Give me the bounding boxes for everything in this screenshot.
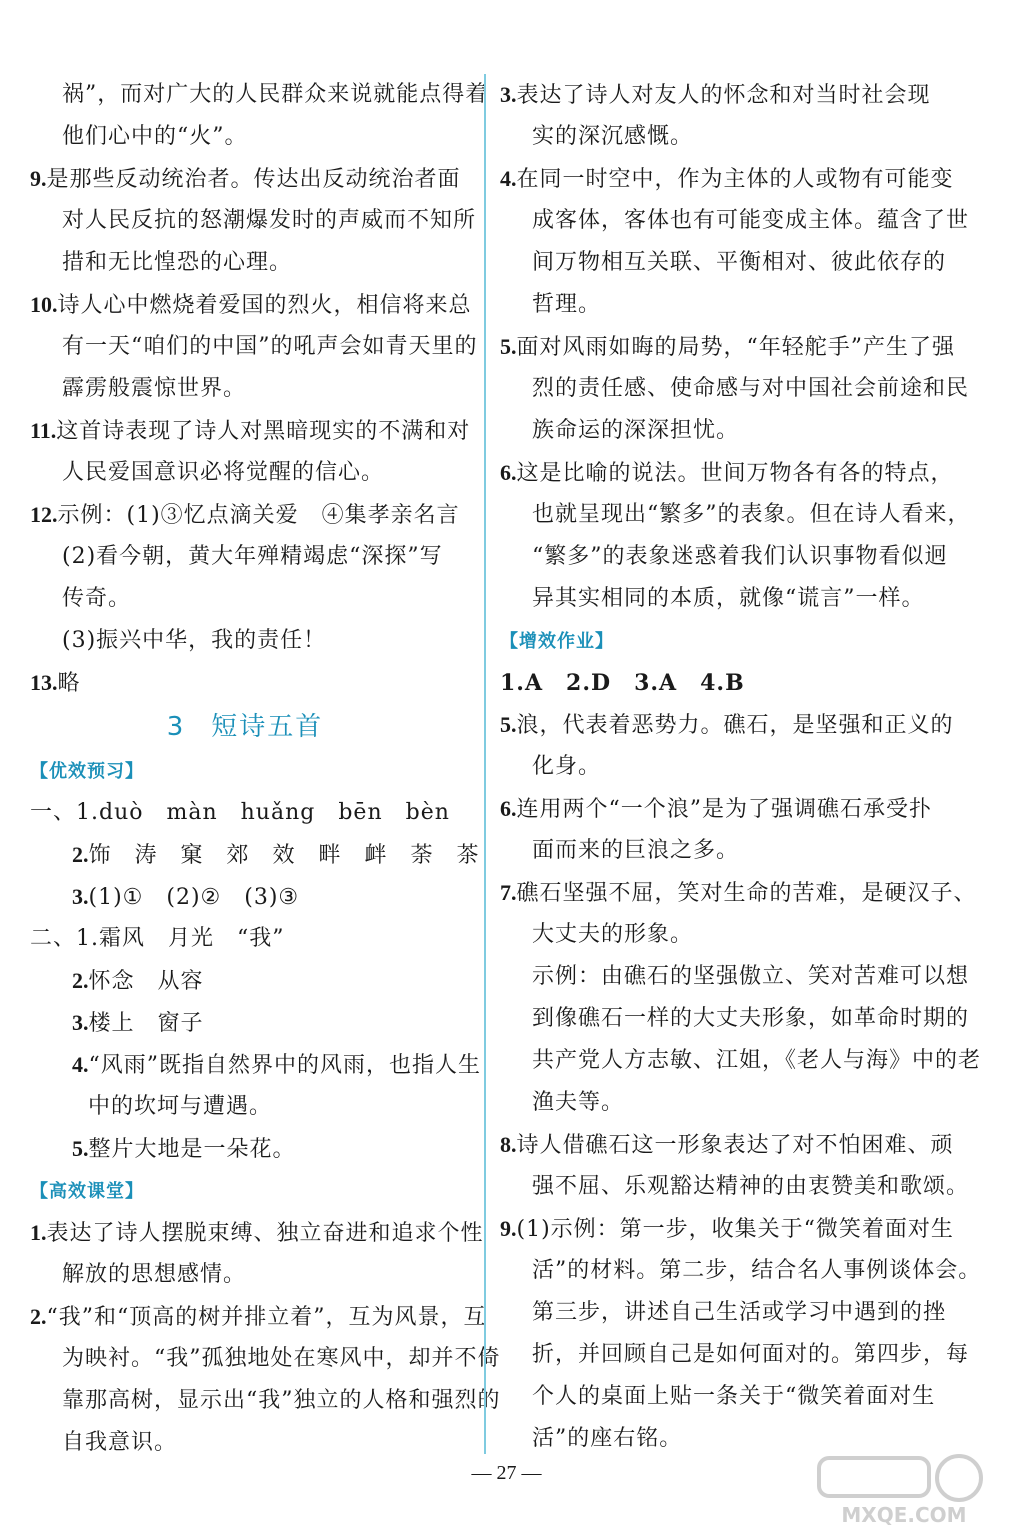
- tag-label: 【高效课堂】: [30, 1181, 144, 1202]
- line-text: 个人的桌面上贴一条关于“微笑着面对生: [532, 1384, 936, 1409]
- line-text: 二、1.霜风 月光 “我”: [30, 926, 285, 951]
- line-text: 措和无比惶恐的心理。: [62, 250, 293, 275]
- answer-line: [30, 452, 460, 494]
- line-text: 连用两个“一个浪”是为了强调礁石承受扑: [516, 797, 932, 822]
- line-text: 示例：由礁石的坚强傲立、笑对苦难可以想: [532, 964, 970, 989]
- answer-item: [500, 872, 977, 914]
- line-text: 活”的材料。第二步，结合名人事例谈体会。: [532, 1258, 982, 1283]
- answer-line: [30, 1254, 460, 1296]
- line-text: 为映衬。“我”孤独地处在寒风中，却并不倚: [62, 1346, 501, 1371]
- answer-line: [30, 74, 489, 116]
- section-heading: 短诗五首: [211, 712, 324, 742]
- answer-item: [30, 410, 471, 452]
- line-text: 1.A 2.D 3.A 4.B: [500, 670, 745, 696]
- line-text: 对人民反抗的怒潮爆发时的声威而不知所: [62, 208, 477, 233]
- answer-item: [30, 662, 460, 704]
- answer-line: [500, 956, 970, 998]
- page-number: — 27 —: [471, 1462, 542, 1484]
- item-number: 9.: [500, 1216, 517, 1241]
- section-title: [30, 704, 460, 750]
- line-text: 饰 涛 窠 郊 效 畔 衅 荼 茶: [88, 843, 480, 868]
- answer-line: [500, 536, 948, 578]
- line-text: “风雨”既指自然界中的风雨，也指人生: [88, 1053, 481, 1078]
- line-text: 他们心中的“火”。: [62, 124, 248, 149]
- answer-item: [500, 704, 954, 746]
- line-text: 折，并回顾自己是如何面对的。第四步，每: [532, 1342, 970, 1367]
- item-number: 6.: [500, 796, 517, 821]
- line-text: 怀念 从容: [88, 969, 204, 994]
- line-text: 诗人心中燃烧着爱国的烈火，相信将来总: [57, 293, 472, 318]
- answer-item: [30, 494, 460, 536]
- line-text: (2)看今朝，黄大年殚精竭虑“深探”写: [62, 544, 443, 569]
- answer-item: [500, 326, 955, 368]
- answer-line: [30, 1422, 460, 1464]
- item-number: 4.: [500, 166, 517, 191]
- line-text: 成客体，客体也有可能变成主体。蕴含了世: [532, 208, 970, 233]
- answer-line: [500, 1040, 982, 1082]
- line-text: 传奇。: [62, 586, 132, 611]
- line-text: 面对风雨如晦的局势，“年轻舵手”产生了强: [516, 335, 955, 360]
- answer-line: [30, 368, 460, 410]
- answer-line: [30, 1338, 501, 1380]
- line-text: 浪，代表着恶势力。礁石，是坚强和正义的: [516, 713, 954, 738]
- answer-line: [30, 536, 460, 578]
- answer-line: [30, 326, 478, 368]
- answer-item: [500, 74, 948, 116]
- item-number: 2.: [72, 842, 89, 867]
- answer-line: [500, 1292, 948, 1334]
- line-text: 也就呈现出“繁多”的表象。但在诗人看来，: [532, 502, 971, 527]
- item-number: 2.: [30, 1304, 47, 1329]
- answer-item: [30, 1296, 487, 1338]
- line-text: 靠那高树，显示出“我”独立的人格和强烈的: [62, 1388, 501, 1413]
- line-text: 实的深沉感慨。: [532, 124, 694, 149]
- answer-item: [30, 876, 460, 918]
- answer-item: [500, 158, 954, 200]
- answer-item: [500, 1124, 954, 1166]
- line-text: 解放的思想感情。: [62, 1262, 247, 1287]
- line-text: 诗人借礁石这一形象表达了对不怕困难、顽: [516, 1133, 954, 1158]
- item-number: 5.: [500, 712, 517, 737]
- line-text: 族命运的深深担忧。: [532, 418, 740, 443]
- item-number: 4.: [72, 1052, 89, 1077]
- line-text: 一、1.duò màn huǎng bēn bèn: [30, 800, 450, 825]
- answer-item: [30, 834, 480, 876]
- answer-line: [500, 578, 948, 620]
- line-text: 示例：(1)③忆点滴关爱 ④集孝亲名言: [57, 503, 460, 528]
- line-text: 化身。: [532, 754, 602, 779]
- answer-line: [500, 830, 948, 872]
- answer-item: [30, 158, 460, 200]
- line-text: 整片大地是一朵花。: [88, 1137, 296, 1162]
- answer-line: [500, 998, 970, 1040]
- line-text: 表达了诗人对友人的怀念和对当时社会现: [516, 83, 931, 108]
- answer-line: [30, 578, 460, 620]
- answer-line: [30, 242, 460, 284]
- line-text: 哲理。: [532, 292, 602, 317]
- column-divider: [484, 74, 486, 1454]
- answer-item: [500, 1208, 954, 1250]
- line-text: 异其实相同的本质，就像“谎言”一样。: [532, 586, 925, 611]
- item-number: 2.: [72, 968, 89, 993]
- answer-line: [500, 1166, 970, 1208]
- line-text: (1)示例：第一步，收集关于“微笑着面对生: [516, 1217, 954, 1242]
- item-number: 3.: [500, 82, 517, 107]
- line-text: (1)① (2)② (3)③: [88, 885, 300, 910]
- answer-line: [500, 200, 970, 242]
- answer-item: [30, 1212, 484, 1254]
- answer-line: [500, 494, 971, 536]
- item-number: 13.: [30, 670, 58, 695]
- answer-line: [500, 1334, 970, 1376]
- line-text: 强不屈、乐观豁达精神的由衷赞美和歌颂。: [532, 1174, 970, 1199]
- line-text: 有一天“咱们的中国”的吼声会如青天里的: [62, 334, 478, 359]
- line-text: 间万物相互关联、平衡相对、彼此依存的: [532, 250, 947, 275]
- answer-line: [500, 746, 948, 788]
- answer-line: [500, 368, 970, 410]
- answer-line: [30, 1086, 460, 1128]
- item-number: 11.: [30, 418, 57, 443]
- line-text: 这首诗表现了诗人对黑暗现实的不满和对: [56, 419, 471, 444]
- item-number: 10.: [30, 292, 58, 317]
- line-text: 略: [57, 671, 81, 696]
- tag-label: 【增效作业】: [500, 631, 614, 652]
- answer-line: [500, 1376, 948, 1418]
- line-text: 共产党人方志敏、江姐，《老人与海》中的老: [532, 1048, 982, 1073]
- answer-line: [30, 620, 460, 662]
- answer-line: [500, 116, 948, 158]
- line-text: 人民爱国意识必将觉醒的信心。: [62, 460, 385, 485]
- line-text: 第三步，讲述自己生活或学习中遇到的挫: [532, 1300, 947, 1325]
- line-text: 自我意识。: [62, 1430, 178, 1455]
- answer-item: [500, 452, 954, 494]
- answer-line: [500, 410, 948, 452]
- item-number: 3.: [72, 884, 89, 909]
- watermark-logo: [809, 1448, 999, 1528]
- line-text: (3)振兴中华，我的责任！: [62, 628, 327, 653]
- line-text: 表达了诗人摆脱束缚、独立奋进和追求个性: [46, 1221, 484, 1246]
- line-text: 楼上 窗子: [88, 1011, 204, 1036]
- line-text: 到像礁石一样的大丈夫形象，如革命时期的: [532, 1006, 970, 1031]
- item-number: 12.: [30, 502, 58, 527]
- line-text: 是那些反动统治者。传达出反动统治者面: [46, 167, 461, 192]
- section-tag: [30, 750, 460, 792]
- item-number: 5.: [500, 334, 517, 359]
- answer-line: [500, 284, 948, 326]
- answer-line: [500, 662, 948, 704]
- answer-line: [500, 242, 948, 284]
- line-text: 在同一时空中，作为主体的人或物有可能变: [516, 167, 954, 192]
- answer-line: [30, 918, 460, 960]
- line-text: 祸”，而对广大的人民群众来说就能点得着: [62, 82, 489, 107]
- item-number: 9.: [30, 166, 47, 191]
- answer-line: [30, 1380, 501, 1422]
- answer-item: [500, 788, 948, 830]
- left-column: [30, 74, 501, 1464]
- line-text: 霹雳般震惊世界。: [62, 376, 247, 401]
- line-text: “繁多”的表象迷惑着我们认识事物看似迥: [532, 544, 948, 569]
- answer-item: [30, 1044, 481, 1086]
- section-tag: [30, 1170, 460, 1212]
- answer-item: [30, 960, 460, 1002]
- watermark-text: MXQE.COM: [841, 1503, 967, 1527]
- item-number: 8.: [500, 1132, 517, 1157]
- line-text: 中的坎坷与遭遇。: [88, 1094, 273, 1119]
- answer-line: [500, 1082, 948, 1124]
- line-text: “我”和“顶高的树并排立着”，互为风景，互: [46, 1305, 487, 1330]
- item-number: 5.: [72, 1136, 89, 1161]
- answer-line: [30, 116, 460, 158]
- section-tag: [500, 620, 948, 662]
- line-text: 烈的责任感、使命感与对中国社会前途和民: [532, 376, 970, 401]
- tag-label: 【优效预习】: [30, 761, 144, 782]
- line-text: 活”的座右铭。: [532, 1426, 683, 1451]
- item-number: 7.: [500, 880, 517, 905]
- answer-item: [30, 284, 472, 326]
- right-column: [500, 74, 982, 1460]
- line-text: 大丈夫的形象。: [532, 922, 694, 947]
- line-text: 面而来的巨浪之多。: [532, 838, 740, 863]
- line-text: 礁石坚强不屈，笑对生命的苦难，是硬汉子、: [516, 881, 977, 906]
- line-text: 这是比喻的说法。世间万物各有各的特点，: [516, 461, 954, 486]
- answer-line: [30, 792, 460, 834]
- item-number: 3.: [72, 1010, 89, 1035]
- answer-line: [500, 1250, 982, 1292]
- item-number: 1.: [30, 1220, 47, 1245]
- line-text: 渔夫等。: [532, 1090, 625, 1115]
- answer-item: [30, 1128, 460, 1170]
- answer-line: [500, 914, 948, 956]
- answer-line: [30, 200, 477, 242]
- answer-item: [30, 1002, 460, 1044]
- section-number: 3: [166, 712, 186, 742]
- item-number: 6.: [500, 460, 517, 485]
